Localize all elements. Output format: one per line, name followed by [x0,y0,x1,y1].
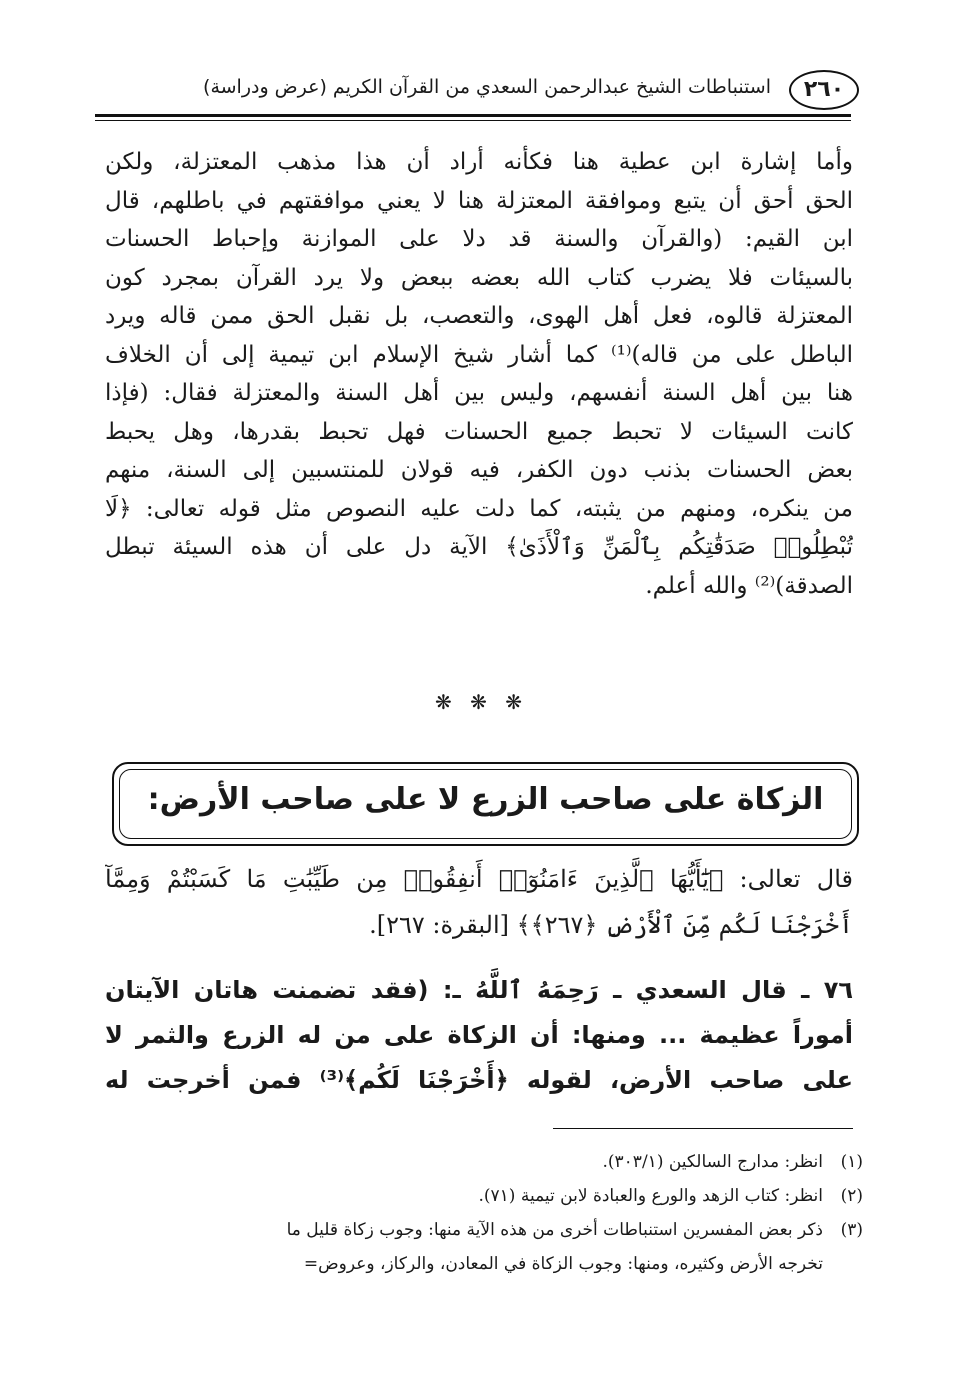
header-rule-thick [95,114,851,117]
quran-verse [105,856,853,948]
quote-line: أموراً عظيمة ... ومنها: أن الزكاة على من له الزرع والثمر لا [105,1021,853,1049]
footnote-number: (٣) [840,1220,863,1240]
footnote-text: انظر: مدارج السالكين (٣٠٣/١). [602,1152,823,1172]
running-title: استنباطات الشيخ عبدالرحمن السعدي من القرآن الكريم (عرض ودراسة) [203,76,771,98]
body-line: هنا بين أهل السنة أنفسهم، وليس بين أهل السنة والمعتزلة فقال: (فإذا [105,380,853,406]
footnote [105,1179,863,1213]
quote-line: ٧٦ ـ قال السعدي ـ رَحِمَهُ ٱللَّهُ ـ: (فقد تضمنت هاتان الآيتان [105,976,853,1004]
body-line: بعض الحسنات بذنب دون الكفر، فيه قولان للمنتسبين إلى السنة، منهم [105,457,853,483]
body-line: كانت السيئات لا تحبط جميع الحسنات فهل تحبط بقدرها، وهل يحبط [105,418,853,445]
footnotes [105,1145,863,1281]
section-separator: ❋ ❋ ❋ [435,690,528,714]
header-rule-thin [95,120,851,121]
body-line: تُبْطِلُوا۟ صَدَقَٰتِكُم بِٱلْمَنِّ وَٱلْأَذَىٰ﴾ الآية دل على أن هذه السيئة تبطل [105,534,853,560]
body-line: من ينكره، ومنهم من يثبته، كما دلت عليه النصوص مثل قوله تعالى: ﴿لَا [105,495,853,522]
body-line: الحق أحق أن يتبع وموافقة المعتزلة هنا لا يعني موافقتهم في باطلهم، قال [105,187,853,214]
page-number: ٢٦٠ [789,70,859,110]
section-heading: الزكاة على صاحب الزرع لا على صاحب الأرض: [147,782,824,817]
body-line: بالسيئات فلا يضرب كتاب الله بعضه ببعض ولا يرد القرآن بمجرد كون [105,264,853,291]
body-line: الصدقة)⁽²⁾ والله أعلم. [645,572,853,599]
footnote-number: (٢) [840,1186,863,1206]
footnote-text: ذكر بعض المفسرين استنباطات أخرى من هذه الآية منها: وجوب زكاة قليل ما [286,1220,823,1240]
quote-line: على صاحب الأرض، لقوله ﴿أَخْرَجْنَا لَكُم﴾⁽³⁾ فمن أخرجت له [105,1066,853,1094]
body-line: المعتزلة قالوه، فعل أهل الهوى، والتعصب، بل نقبل الحق ممن قاله ويرد [105,303,853,329]
footnote-number: (١) [840,1152,863,1172]
body-line: وأما إشارة ابن عطية هنا فكأنه أراد أن هذا مذهب المعتزلة، ولكن [105,149,853,175]
section-heading-box [112,762,859,846]
verse-line: أَخْرَجْنَا لَكُم مِّنَ ٱلْأَرْضِ ﴿٢٦٧﴾﴾ [البقرة: ٢٦٧]. [369,911,853,939]
quote-block [105,968,853,1103]
footnote-rule [553,1128,853,1129]
page-header [95,68,851,116]
footnote [105,1145,863,1179]
footnote [105,1213,863,1247]
verse-line: قال تعالى: ﴿يَٰٓأَيُّهَا ٱلَّذِينَ ءَامَنُوٓا۟ أَنفِقُوا۟ مِن طَيِّبَٰتِ مَا كَسَبْتُمْ وَمِمَّآ [105,865,853,893]
footnote-continuation: تخرجه الأرض وكثيره، ومنها: وجوب الزكاة في المعادن، والركاز، وعروض= [303,1254,823,1274]
footnote-text: انظر: كتاب الزهد والورع والعبادة لابن تيمية (٧١). [478,1186,823,1206]
body-line: ابن القيم: (والقرآن والسنة قد دلا على الموازنة وإحباط الحسنات [105,226,853,252]
body-paragraph [105,143,853,605]
body-line: الباطل على من قاله)⁽¹⁾ كما أشار شيخ الإسلام ابن تيمية إلى أن الخلاف [105,341,853,368]
